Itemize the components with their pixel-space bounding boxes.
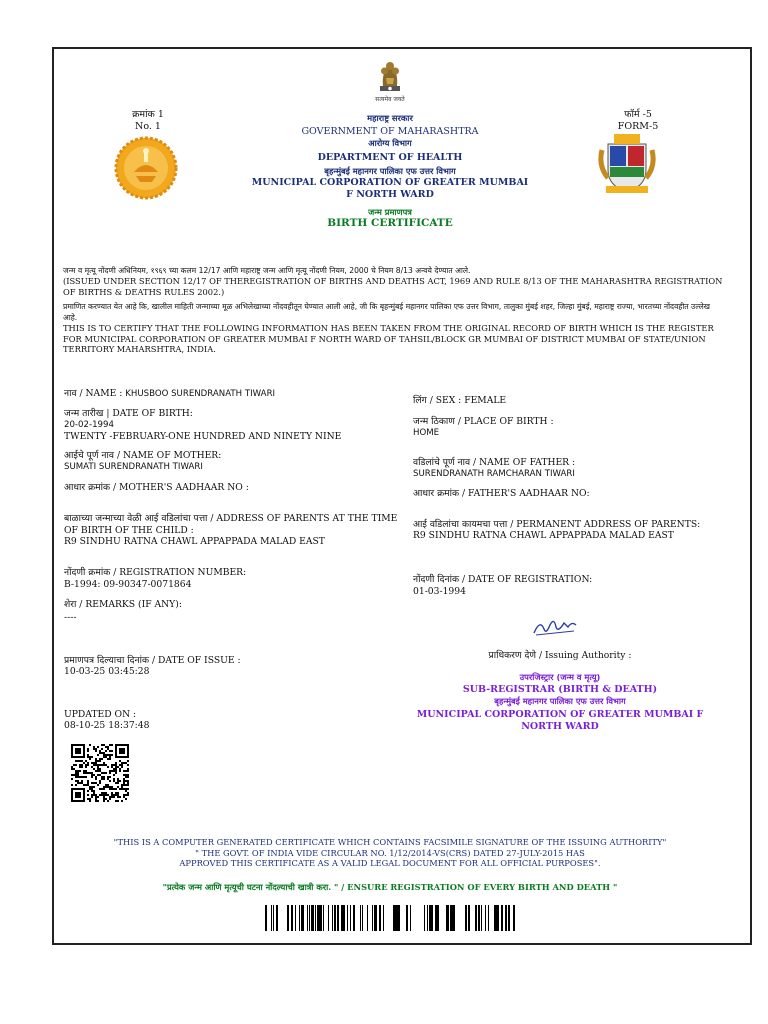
remarks-value: ----	[64, 612, 77, 623]
footer-slogan: "प्रत्येक जन्म आणि मृत्यूची घटना नोंदल्याची खात्री करा. " / ENSURE REGISTRATION OF EVERY BIRTH AND DEATH "	[162, 882, 618, 892]
gov-name-mr: महाराष्ट्र सरकार	[367, 113, 413, 123]
name-field	[64, 388, 384, 400]
father-aadhaar-label: आधार क्रमांक / FATHER'S AADHAAR NO:	[413, 488, 590, 499]
serial-number-mr: क्रमांक 1	[132, 109, 164, 120]
mother-aadhaar-label: आधार क्रमांक / MOTHER'S AADHAAR NO :	[64, 482, 249, 493]
corp-name-en-2: F NORTH WARD	[346, 188, 434, 200]
form-number-mr: फॉर्म -5	[624, 109, 652, 120]
footer-note-3: APPROVED THIS CERTIFICATE AS A VALID LEGAL DOCUMENT FOR ALL OFFICIAL PURPOSES".	[179, 858, 601, 868]
form-number-en: FORM-5	[617, 121, 659, 132]
footer-note-2: " THE GOVT. OF INDIA VIDE CIRCULAR NO. 1/12/2014-VS(CRS) DATED 27-JULY-2015 HAS	[195, 847, 585, 858]
intro-p2-en: THIS IS TO CERTIFY THAT THE FOLLOWING INFORMATION HAS BEEN TAKEN FROM THE ORIGINAL RECORD OF BIRTH WHICH IS THE REGISTER FOR MUNICIPAL CORPORATION OF GREATER MUMBAI F NORTH WARD OF TAHSIL/BLOCK GR MUMBAI OF DISTRICT MUMBAI OF STATE/UNION TERRITORY MAHARSHTRA, INDIA.	[63, 323, 714, 354]
dob-label: जन्म तारीख | DATE OF BIRTH:	[64, 408, 193, 419]
place-of-birth-label: जन्म ठिकाण / PLACE OF BIRTH :	[413, 416, 554, 427]
dob-words: TWENTY -FEBRUARY-ONE HUNDRED AND NINETY NINE	[64, 431, 342, 442]
registration-date-label: नोंदणी दिनांक / DATE OF REGISTRATION:	[413, 574, 593, 585]
registration-number-label: नोंदणी क्रमांक / REGISTRATION NUMBER:	[64, 567, 247, 578]
address-at-birth-label: बाळाच्या जन्माच्या वेळी आई वडिलांचा पत्ता / ADDRESS OF PARENTS AT THE TIME OF BIRTH OF THE CHILD :	[64, 513, 398, 536]
sex-label: लिंग / SEX :	[413, 395, 465, 406]
registration-number-value: B-1994: 09-90347-0071864	[64, 579, 192, 590]
mother-name-value: SUMATI SURENDRANATH TIWARI	[64, 462, 203, 472]
remarks-label: शेरा / REMARKS (IF ANY):	[64, 599, 182, 610]
intro-p1-en: (ISSUED UNDER SECTION 12/17 OF THEREGISTRATION OF BIRTHS AND DEATHS ACT, 1969 AND RULE 8/13 OF THE MAHARASHTRA REGISTRATION OF BIRTHS & DEATHS RULES 2002.)	[63, 276, 723, 297]
authority-corp-en: MUNICIPAL CORPORATION OF GREATER MUMBAI F NORTH WARD	[416, 708, 704, 732]
bmc-crest-icon	[596, 130, 658, 198]
date-of-issue-label: प्रमाणपत्र दिल्याचा दिनांक / DATE OF ISSUE :	[64, 655, 241, 666]
corp-name-mr: बृहन्मुंबई महानगर पालिका एफ उत्तर विभाग	[324, 166, 456, 176]
maharashtra-seal-icon	[114, 136, 178, 200]
dept-name-mr: आरोग्य विभाग	[368, 137, 412, 148]
mother-name-label: आईचे पूर्ण नाव / NAME OF MOTHER:	[64, 450, 222, 461]
updated-on-label: UPDATED ON :	[64, 709, 137, 720]
serial-number-en: No. 1	[135, 121, 161, 132]
father-name-label: वडिलांचे पूर्ण नाव / NAME OF FATHER :	[413, 457, 576, 468]
place-of-birth-value: HOME	[413, 428, 440, 438]
updated-on-value: 08-10-25 18:37:48	[64, 720, 150, 731]
cert-title-mr: जन्म प्रमाणपत्र	[368, 206, 412, 217]
signature-icon	[530, 615, 580, 639]
intro-p2-mr: प्रमाणित करण्यात येत आहे कि, खालील माहिती जन्माच्या मूळ अभिलेखाच्या नोंदवहीतून घेण्यात आली आहे, जी कि बृहन्मुंबई महानगर पालिका एफ उत्तर विभाग, तालुका मुंबई शहर, जिल्हा मुंबई, महाराष्ट्र राज्या, भारतच्या नोंदवहीत उल्लेख आहे.	[63, 302, 710, 322]
registration-date-value: 01-03-1994	[413, 586, 466, 597]
permanent-address-value: R9 SINDHU RATNA CHAWL APPAPPADA MALAD EAST	[413, 530, 674, 541]
date-of-issue-value: 10-03-25 03:45:28	[64, 666, 150, 677]
authority-title-en: SUB-REGISTRAR (BIRTH & DEATH)	[462, 684, 658, 695]
issuing-authority-label: प्राधिकरण देणे / Issuing Authority :	[488, 650, 632, 661]
dob-value: 20-02-1994	[64, 420, 114, 430]
corp-name-en-1: MUNICIPAL CORPORATION OF GREATER MUMBAI	[251, 176, 529, 188]
sex-value: FEMALE	[464, 395, 507, 406]
sex-field	[413, 395, 733, 407]
address-at-birth-value: R9 SINDHU RATNA CHAWL APPAPPADA MALAD EAST	[64, 536, 325, 547]
national-emblem-icon	[372, 58, 408, 94]
qr-code-icon	[71, 744, 129, 802]
dept-name-en: DEPARTMENT OF HEALTH	[317, 152, 463, 163]
permanent-address-label: आई वडिलांचा कायमचा पत्ता / PERMANENT ADDRESS OF PARENTS:	[413, 519, 701, 530]
authority-corp-mr: बृहन्मुंबई महानगर पालिका एफ उत्तर विभाग	[494, 696, 626, 706]
name-label: नाव / NAME :	[64, 388, 126, 399]
footer-note-1: "THIS IS A COMPUTER GENERATED CERTIFICATE WHICH CONTAINS FACSIMILE SIGNATURE OF THE ISSUING AUTHORITY"	[113, 837, 667, 847]
authority-title-mr: उपरजिस्ट्रार (जन्म व मृत्यू)	[519, 671, 601, 682]
cert-title-en: BIRTH CERTIFICATE	[327, 217, 453, 229]
father-name-value: SURENDRANATH RAMCHARAN TIWARI	[413, 469, 575, 479]
gov-name-en: GOVERNMENT OF MAHARASHTRA	[301, 125, 479, 137]
barcode-icon	[265, 905, 517, 931]
emblem-caption: सत्यमेव जयते	[375, 96, 405, 103]
name-value: KHUSBOO SURENDRANATH TIWARI	[125, 389, 276, 399]
intro-p1-mr: जन्म व मृत्यू नोंदणी अधिनियम, १९६९ च्या कलम 12/17 आणि महाराष्ट्र जन्म आणि मृत्यू नोंदणी नियम, 2000 चे नियम 8/13 अन्वये देण्यात आले.	[63, 266, 471, 275]
